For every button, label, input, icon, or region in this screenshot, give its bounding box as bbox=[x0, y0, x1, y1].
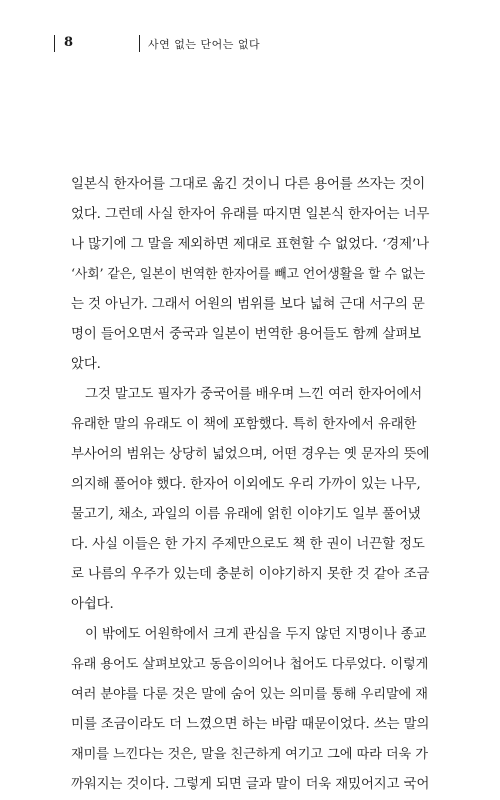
text-line: 다. 사실 이들은 한 가지 주제만으로도 책 한 권이 너끈할 정도 bbox=[71, 537, 425, 552]
header-rule-left bbox=[54, 35, 55, 52]
text-line: 까워지는 것이다. 그렇게 되면 글과 말이 더욱 재밌어지고 국어 bbox=[71, 777, 430, 792]
text-line: 었다. 그런데 사실 한자어 유래를 따지면 일본식 한자어는 너무 bbox=[71, 207, 430, 222]
running-title: 사연 없는 단어는 없다 bbox=[148, 38, 261, 51]
text-line: 물고기, 채소, 과일의 이름 유래에 얽힌 이야기도 일부 풀어냈 bbox=[71, 507, 421, 522]
text-line: 명이 들어오면서 중국과 일본이 번역한 용어들도 함께 살펴보 bbox=[71, 327, 421, 342]
text-line: 재미를 느낀다는 것은, 말을 친근하게 여기고 그에 따라 더욱 가 bbox=[71, 747, 428, 762]
text-line: 일본식 한자어를 그대로 옮긴 것이니 다른 용어를 쓰자는 것이 bbox=[71, 177, 426, 192]
text-line: 유래한 말의 유래도 이 책에 포함했다. 특히 한자에서 유래한 bbox=[71, 417, 417, 432]
text-line: 아쉽다. bbox=[71, 597, 114, 612]
text-line: 부사어의 범위는 상당히 넓었으며, 어떤 경우는 옛 문자의 뜻에 bbox=[71, 447, 430, 462]
text-line: 여러 분야를 다룬 것은 말에 숨어 있는 의미를 통해 우리말에 재 bbox=[71, 687, 428, 702]
text-line: 의지해 풀어야 했다. 한자어 이외에도 우리 가까이 있는 나무, bbox=[71, 477, 421, 492]
body-text bbox=[71, 170, 429, 800]
text-line: 유래 용어도 살펴보았고 동음이의어나 첩어도 다루었다. 이렇게 bbox=[71, 657, 429, 672]
text-line: 로 나름의 우주가 있는데 충분히 이야기하지 못한 것 같아 조금 bbox=[71, 567, 430, 582]
text-line: ‘사회’ 같은, 일본이 번역한 한자어를 빼고 언어생활을 할 수 없는 bbox=[71, 267, 426, 282]
text-line: 았다. bbox=[71, 357, 101, 372]
text-line: 그것 말고도 필자가 중국어를 배우며 느낀 여러 한자어에서 bbox=[85, 387, 423, 402]
text-line: 이 밖에도 어원학에서 크게 관심을 두지 않던 지명이나 종교 bbox=[85, 627, 427, 642]
page-header bbox=[0, 33, 500, 55]
header-rule-right bbox=[139, 35, 140, 52]
page-number: 8 bbox=[64, 35, 74, 50]
text-line: 는 것 아닌가. 그래서 어원의 범위를 보다 넓혀 근대 서구의 문 bbox=[71, 297, 425, 312]
text-line: 미를 조금이라도 더 느꼈으면 하는 바람 때문이었다. 쓰는 말의 bbox=[71, 717, 430, 732]
text-line: 나 많기에 그 말을 제외하면 제대로 표현할 수 없었다. ‘경제’나 bbox=[71, 237, 429, 252]
